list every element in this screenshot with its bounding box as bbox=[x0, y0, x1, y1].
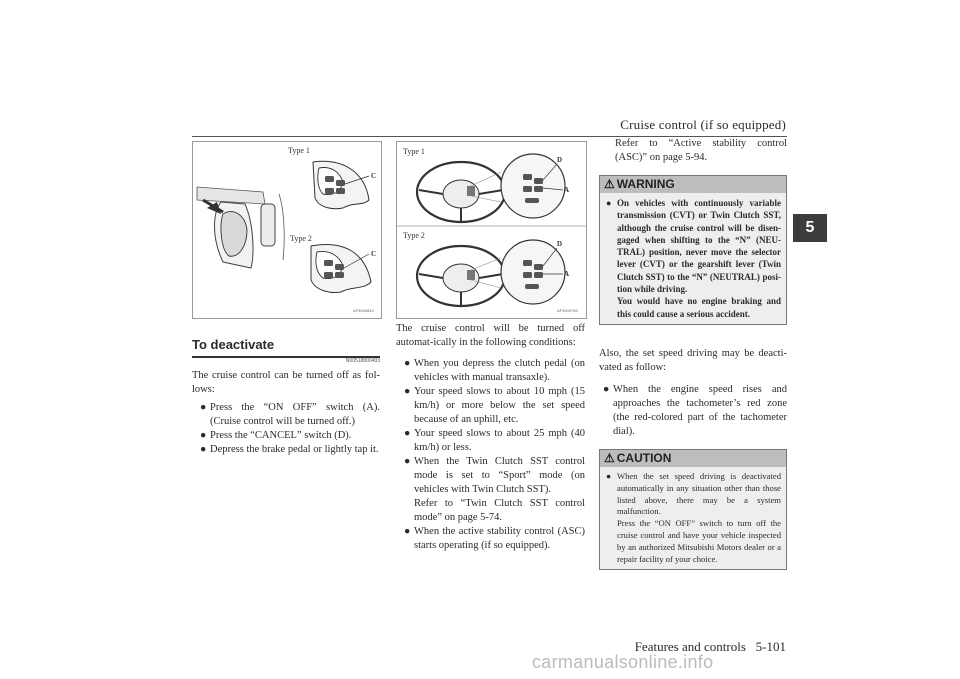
warning-item: ● On vehicles with continuously variable transmission (CVT) or Twin Clutch SST, although the cruise control will be disen-gaged when shifting to the “N” (NEU-TRAL) position, never move the selector lever (CVT) or the gearshift lever (Twin Clutch SST) to the “N” (NEUTRAL) posi-tion while driving. You would have no engine braking and this could cause a serious accident. bbox=[606, 198, 781, 319]
list-item: ● When the active stability control (ASC) starts operating (if so equipped). bbox=[404, 526, 585, 551]
column-2 bbox=[396, 322, 585, 553]
bullet-dot-icon: ● bbox=[606, 198, 612, 208]
list-item: ● When the Twin Clutch SST control mode is set to “Sport” mode (on vehicles with Twin Clutch SST). Refer to “Twin Clutch SST control mode” on page 5-74. bbox=[404, 456, 585, 523]
bullet-dot-icon: ● bbox=[404, 526, 411, 537]
figure-mid-letter-a1: A bbox=[564, 186, 570, 194]
chapter-tab: 5 bbox=[793, 214, 827, 242]
col2-intro: The cruise control will be turned off automat-ically in the following conditions: bbox=[396, 323, 585, 348]
caution-title-bar: ⚠ CAUTION bbox=[600, 450, 786, 467]
list-item: ● Your speed slows to about 25 mph (40 km/h) or less. bbox=[404, 428, 585, 453]
caution-item: ● When the set speed driving is deactivated automatically in any situation other than those listed above, there may be a system malfunction. Press the “ON OFF” switch to turn off the cruise control and have your vehicle inspected by an authorized Mitsubishi Motors dealer or a repair facility of your choice. bbox=[606, 470, 781, 564]
figure-mid-letter-d2: D bbox=[557, 240, 563, 248]
bullet-dot-icon: ● bbox=[606, 470, 612, 481]
figure-left-type2-label: Type 2 bbox=[290, 234, 312, 243]
asc-reference: Refer to “Active stability control (ASC)” on page 5-94. bbox=[615, 138, 787, 163]
caution-triangle-icon: ⚠ bbox=[604, 450, 615, 465]
warning-triangle-icon: ⚠ bbox=[604, 177, 615, 191]
figure-mid-letter-a2: A bbox=[564, 270, 570, 278]
list-item: ● Press the “ON OFF” switch (A). (Cruise control will be turned off.) bbox=[200, 402, 380, 427]
figure-mid-code: AF3000769 bbox=[557, 308, 578, 313]
bullet-dot-icon: ● bbox=[200, 444, 207, 455]
figure-left-letter-c1: C bbox=[371, 172, 377, 180]
list-item: ● Press the “CANCEL” switch (D). bbox=[200, 430, 352, 441]
bullet-dot-icon: ● bbox=[404, 358, 411, 369]
list-item: ● Depress the brake pedal or lightly tap it. bbox=[200, 444, 379, 455]
illustration-steering-switch-brake bbox=[192, 141, 382, 319]
section-code: N00518800493 bbox=[345, 358, 380, 364]
figure-mid-letter-d1: D bbox=[557, 156, 563, 164]
list-item: ● Your speed slows to about 10 mph (15 km/h) or more below the set speed because of an uphill, etc. bbox=[404, 386, 585, 425]
figure-left-letter-c2: C bbox=[371, 250, 377, 258]
bullet-dot-icon: ● bbox=[404, 456, 411, 467]
column-1 bbox=[192, 369, 380, 457]
bullet-dot-icon: ● bbox=[200, 430, 207, 441]
col1-bullet-list bbox=[200, 401, 380, 457]
bullet-dot-icon: ● bbox=[404, 428, 411, 439]
twin-clutch-reference: Refer to “Twin Clutch SST control mode” on page 5-74. bbox=[414, 498, 585, 523]
watermark: carmanualsonline.info bbox=[532, 652, 714, 672]
caution-box bbox=[599, 449, 787, 570]
list-item: ● When you depress the clutch pedal (on vehicles with manual transaxle). bbox=[404, 358, 585, 383]
bullet-dot-icon: ● bbox=[404, 386, 411, 397]
figure-left-code: AF3000844 bbox=[353, 308, 374, 313]
figure-mid-type1-label: Type 1 bbox=[403, 147, 425, 156]
figure-left-type1-label: Type 1 bbox=[288, 146, 310, 155]
section-heading: To deactivate bbox=[192, 336, 380, 358]
footer-section: Features and controls bbox=[634, 639, 746, 654]
figure-mid-type2-label: Type 2 bbox=[403, 231, 425, 240]
column-3 bbox=[599, 137, 787, 570]
bullet-dot-icon: ● bbox=[603, 383, 610, 395]
col3-bullet-list bbox=[603, 383, 787, 439]
warning-box bbox=[599, 175, 787, 325]
list-item: ● When the engine speed rises and approaches the tachometer’s red zone (the red-colored part of the tachometer dial). bbox=[603, 383, 787, 437]
bullet-dot-icon: ● bbox=[200, 402, 207, 413]
col1-intro: The cruise control can be turned off as fol-lows: bbox=[192, 370, 380, 395]
col3-paragraph: Also, the set speed driving may be deacti-vated as follow: bbox=[599, 347, 787, 373]
col2-bullet-list bbox=[404, 357, 585, 553]
footer-page-number: 5-101 bbox=[755, 639, 786, 654]
warning-title-bar: ⚠ WARNING bbox=[600, 176, 786, 193]
running-header-title: Cruise control (if so equipped) bbox=[620, 117, 786, 132]
illustration-steering-wheel-switches bbox=[396, 141, 587, 319]
